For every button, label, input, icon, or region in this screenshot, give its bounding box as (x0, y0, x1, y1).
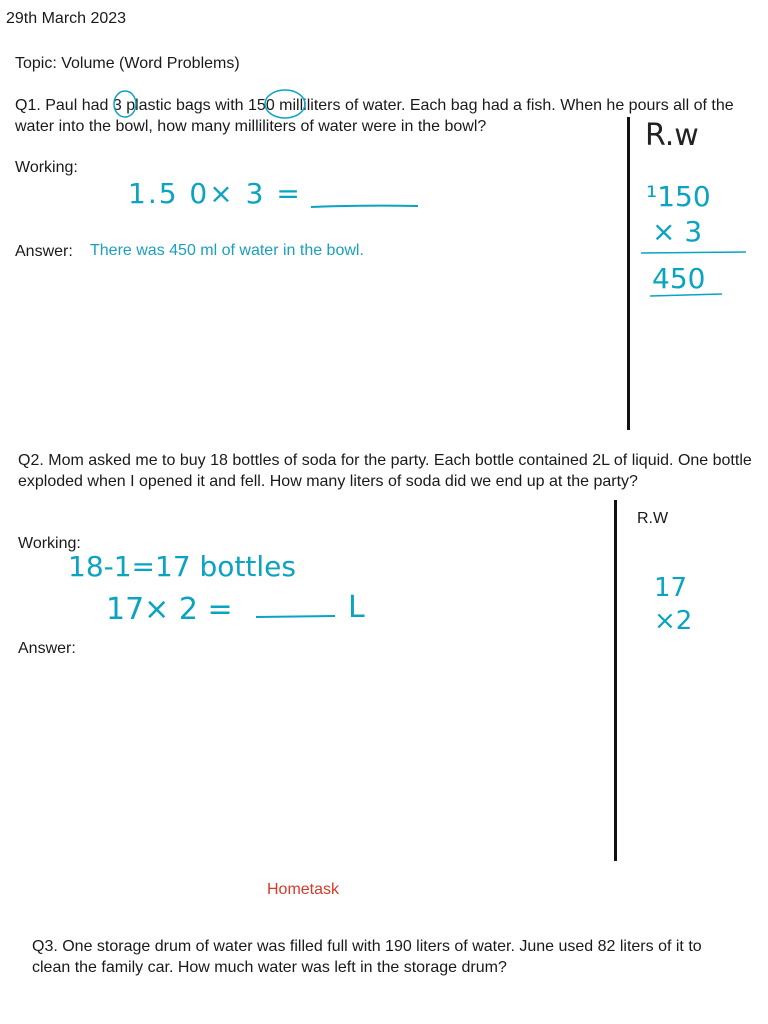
worksheet-date: 29th March 2023 (6, 10, 127, 27)
q1-rough-work-mult: × 3 (652, 215, 703, 248)
q2-rough-work-divider (614, 500, 617, 861)
q1-answer-blank-line (311, 206, 418, 207)
q1-working-handwriting: 1.5 0× 3 = (128, 177, 302, 210)
q2-rough-work-top: 17 (654, 573, 688, 603)
q2-rough-work-label: R.W (637, 510, 669, 527)
q1-question: Q1. Paul had 3 plastic bags with 150 milliliters of water. Each bag had a fish. When he pours all of the water into the bowl, how many milliliters of water were in the bowl? (15, 97, 734, 135)
q2-working-unit: L (348, 590, 365, 625)
q2-question: Q2. Mom asked me to buy 18 bottles of soda for the party. Each bottle contained 2L of liquid. One bottle exploded when I opened it and fell. How many liters of soda did we end up at the party? (18, 452, 752, 490)
q1-rough-work-result: 450 (652, 262, 706, 295)
q1-rough-work-label: R.w (645, 118, 699, 153)
q1-answer-text: There was 450 ml of water in the bowl. (90, 242, 364, 259)
q3-question: Q3. One storage drum of water was filled full with 190 liters of water. June used 82 liters of it to clean the family car. How much water was left in the storage drum? (32, 938, 702, 976)
q1-rough-work-rule (641, 252, 746, 253)
q1-answer-label: Answer: (15, 243, 73, 260)
hometask-heading: Hometask (267, 881, 340, 898)
q2-answer-label: Answer: (18, 640, 76, 657)
topic-heading: Topic: Volume (Word Problems) (15, 55, 240, 72)
q2-rough-work-mult: ×2 (654, 606, 693, 636)
q2-answer-blank-line (256, 616, 335, 617)
q2-working-line-2: 17× 2 = (106, 592, 233, 627)
q2-working-line-1: 18-1=17 bottles (68, 550, 296, 583)
q1-working-label: Working: (15, 159, 78, 176)
q2-working-label: Working: (18, 535, 81, 552)
q1-rough-work-divider (627, 117, 630, 430)
q1-rough-work-top: ¹150 (646, 180, 711, 213)
